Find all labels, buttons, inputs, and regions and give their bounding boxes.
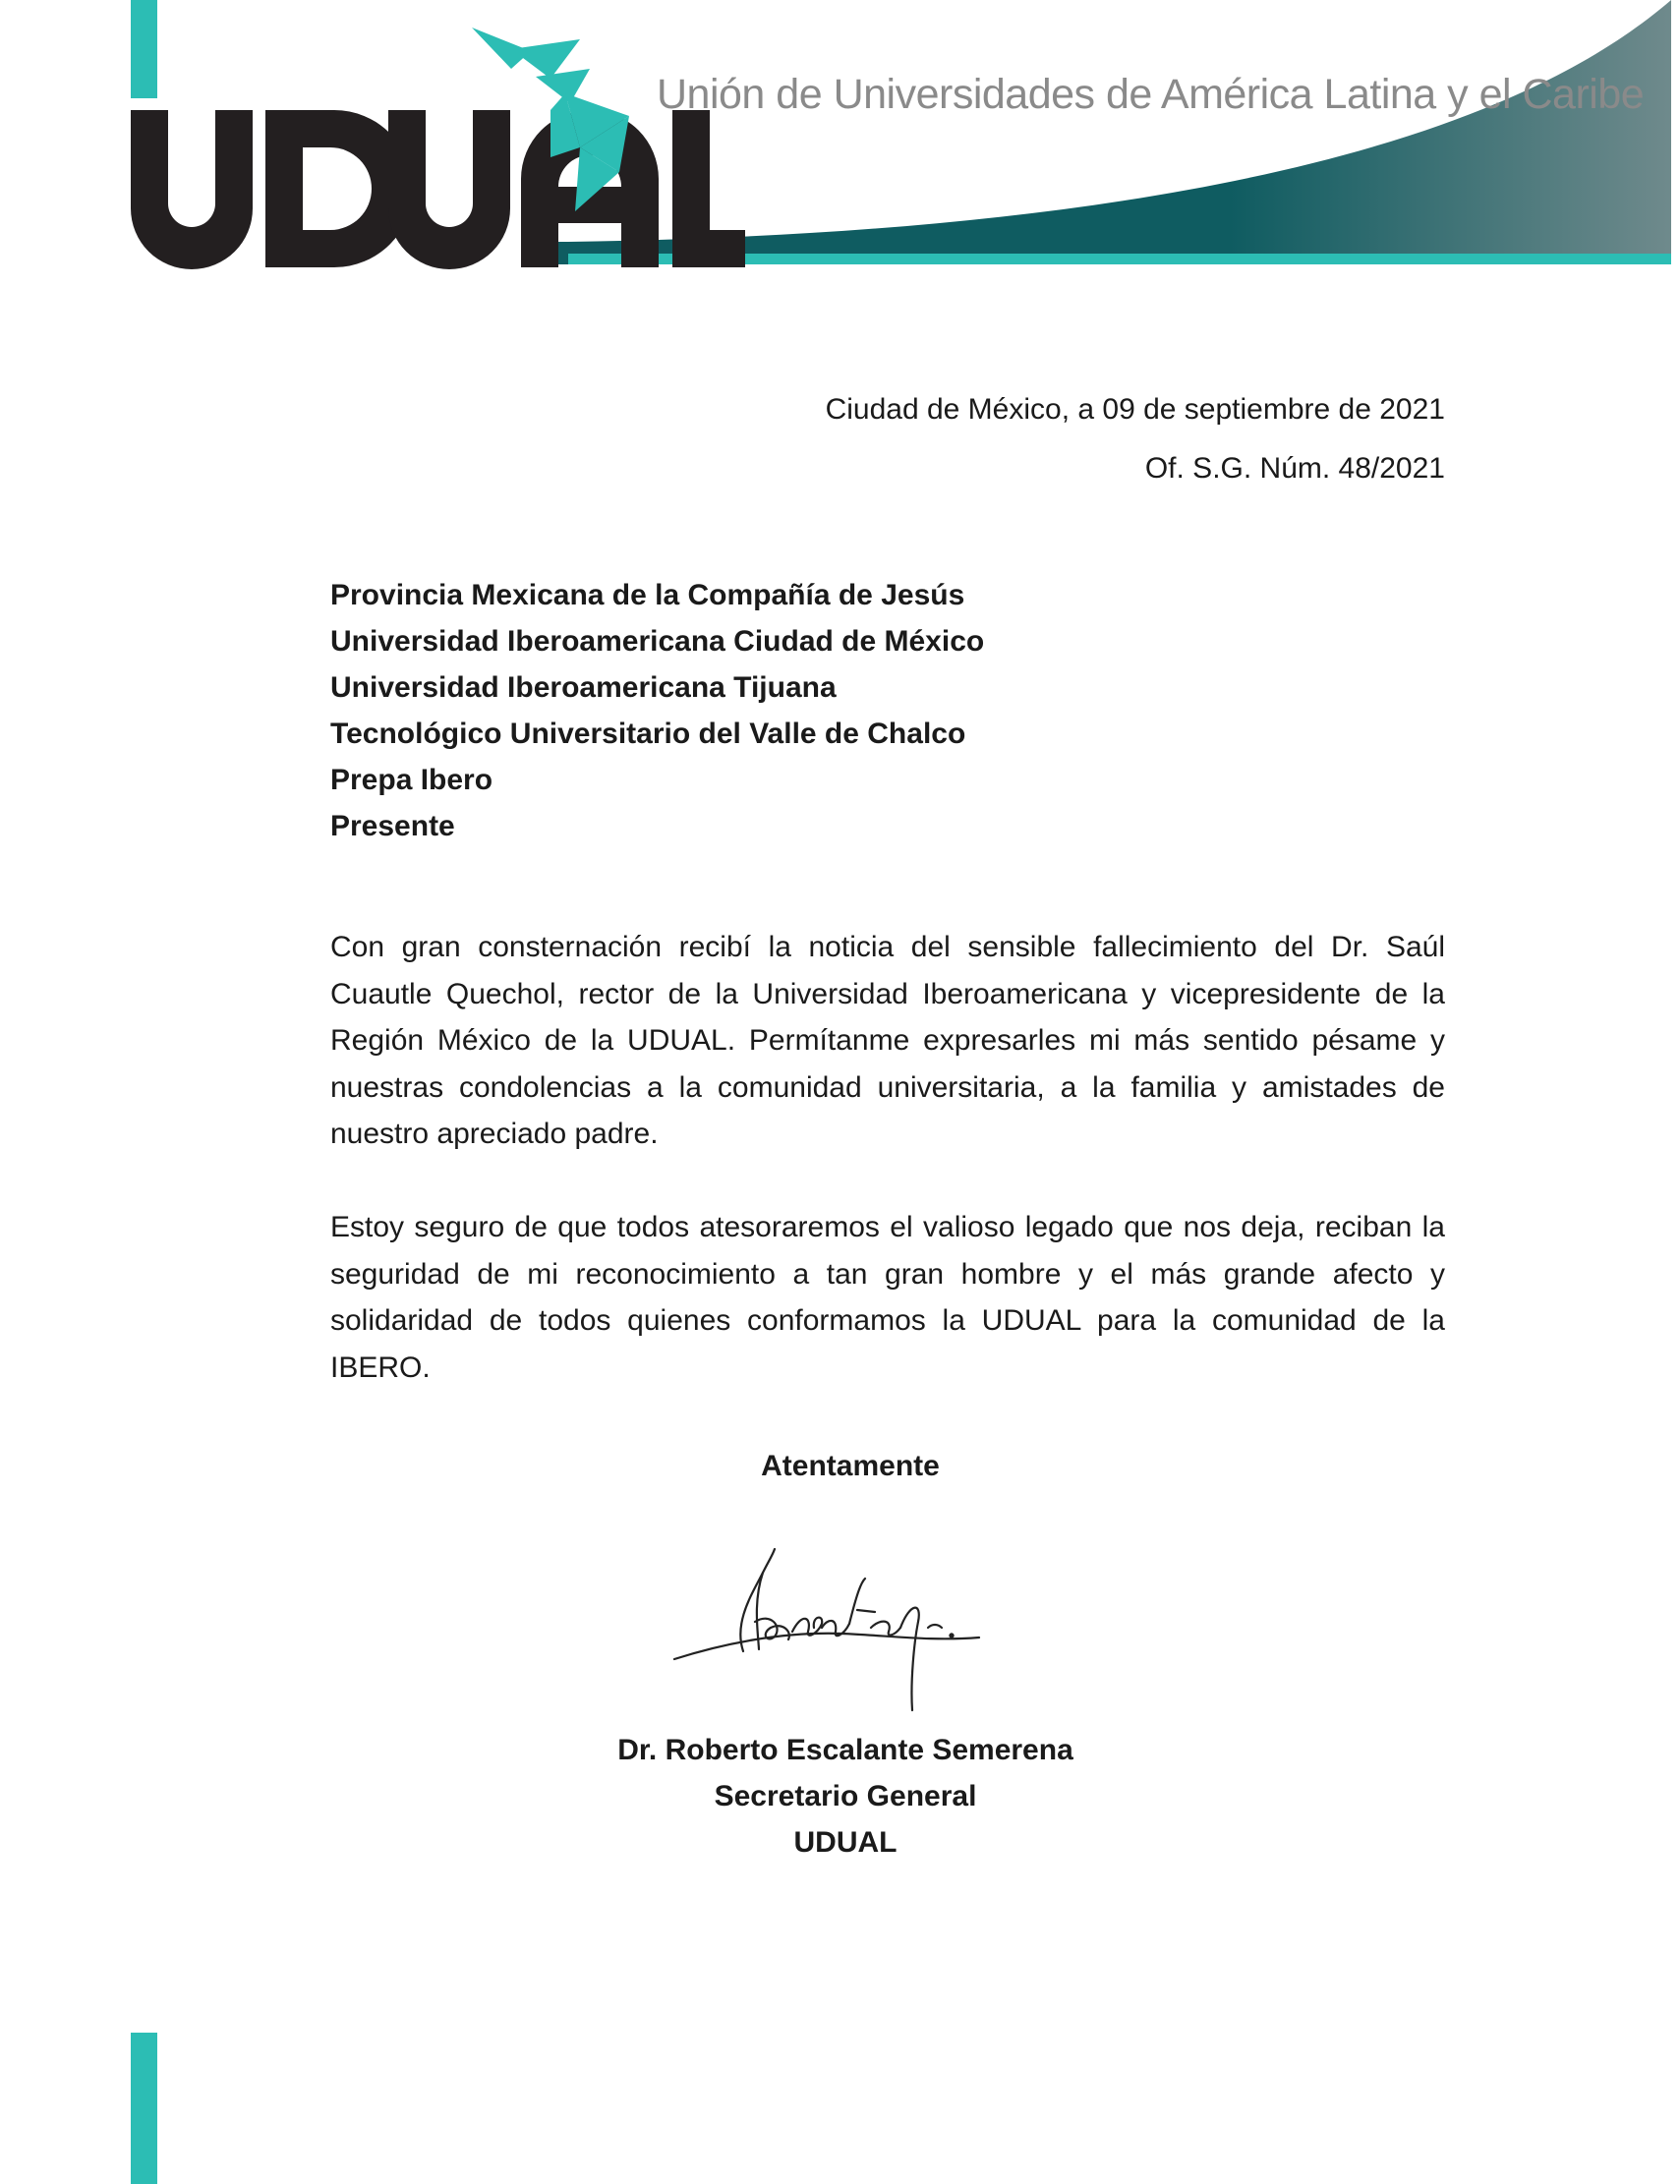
teal-bar-left xyxy=(131,0,157,98)
teal-bar-footer xyxy=(131,2033,157,2184)
header-swoosh xyxy=(568,0,1671,254)
recipient-block xyxy=(330,572,984,849)
signer-organization: UDUAL xyxy=(793,1826,898,1859)
signer-block xyxy=(472,1727,1219,1866)
handwritten-signature xyxy=(665,1533,1009,1720)
recipient-line: Presente xyxy=(330,810,455,842)
body-paragraph-2: Estoy seguro de que todos atesoraremos el valioso legado que nos deja, reciban la seguridad de mi reconocimiento a tan gran hombre y el más grande afecto y solidaridad de todos quienes conformamos la UDUAL para la comunidad de la IBERO. xyxy=(330,1211,1445,1384)
recipient-line: Prepa Ibero xyxy=(330,764,493,796)
letterhead-graphic xyxy=(0,0,1680,285)
letter-date: Ciudad de México, a 09 de septiembre de 2021 xyxy=(825,393,1445,426)
org-tagline: Unión de Universidades de América Latina y el Caribe xyxy=(657,71,1645,118)
closing-salutation: Atentamente xyxy=(761,1450,940,1482)
recipient-line: Provincia Mexicana de la Compañía de Jesús xyxy=(330,579,965,611)
recipient-line: Tecnológico Universitario del Valle de Chalco xyxy=(330,718,966,750)
letter-reference-number: Of. S.G. Núm. 48/2021 xyxy=(1144,452,1445,485)
signer-title: Secretario General xyxy=(714,1780,977,1812)
signer-name: Dr. Roberto Escalante Semerena xyxy=(617,1734,1073,1766)
recipient-line: Universidad Iberoamericana Tijuana xyxy=(330,671,837,704)
udual-logo xyxy=(131,110,745,269)
recipient-line: Universidad Iberoamericana Ciudad de México xyxy=(330,625,985,658)
body-paragraph-1: Con gran consternación recibí la noticia del sensible fallecimiento del Dr. Saúl Cuautle Quechol, rector de la Universidad Iberoamericana y vicepresidente de la Región México de la UDUAL. Permítanme expresarles mi más sentido pésame y nuestras condolencias a la comunidad universitaria, a la familia y amistades de nuestro apreciado padre. xyxy=(330,931,1445,1150)
